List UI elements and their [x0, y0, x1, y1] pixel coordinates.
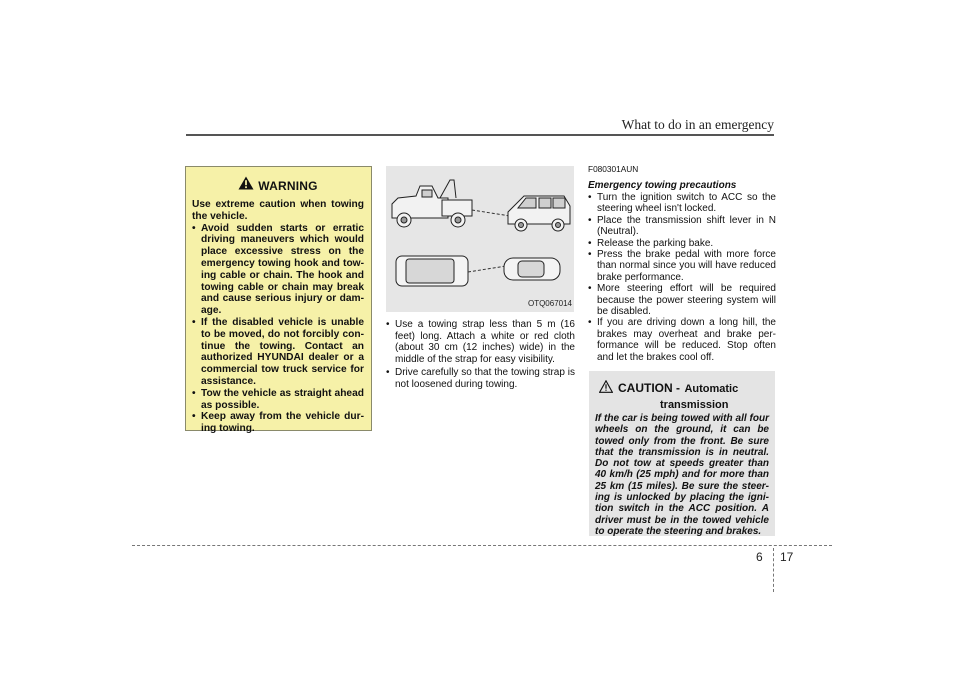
warning-triangle-icon [238, 176, 254, 195]
caution-subtitle-2: transmission [660, 399, 729, 411]
towing-strap-instructions [386, 319, 575, 392]
caution-triangle-icon [599, 380, 613, 398]
warning-item: • Avoid sudden starts or erratic driving maneuvers which would place excessive stress on the emergency towing hook and tow-ing cable or chain. The hook and towing cable or chain may break and cause serious injury or dam-age. [192, 223, 364, 317]
warning-text [192, 199, 364, 435]
minivan-icon [508, 196, 570, 231]
section-code: F080301AUN [588, 164, 639, 174]
warning-item: • Tow the vehicle as straight ahead as possible. [192, 388, 364, 412]
warning-list [192, 223, 364, 435]
caution-text: If the car is being towed with all four wheels on the ground, it can be towed only from the front. Be sure that the transmission is in neutral. Do not tow at speeds greater than 40 km/h (25 mph) and for more than 25 km (15 miles). Be sure the steer-ing is unlocked by placing the igni-tion switch in the ACC position. A driver must be in the towed vehicle to operate the steering and brakes. [595, 413, 769, 537]
instruction-item: • Drive carefully so that the towing strap is not loosened during towing. [386, 367, 575, 390]
instruction-item: • Use a towing strap less than 5 m (16 feet) long. Attach a white or red cloth (about 30 cm (12 inches) wide) in the middle of the strap for easy visibility. [386, 319, 575, 365]
warning-heading [192, 176, 364, 195]
caution-subtitle: Automatic [684, 383, 739, 395]
precautions-section [588, 164, 776, 363]
warning-item: • Keep away from the vehicle dur-ing towing. [192, 411, 364, 435]
section-title: Emergency towing precautions [588, 180, 737, 191]
minivan-top-icon [396, 256, 468, 286]
caution-box [589, 371, 775, 536]
caution-heading [595, 379, 769, 398]
footer-rule [132, 545, 832, 546]
header-rule [186, 134, 774, 136]
precaution-item: • Release the parking bake. [588, 238, 776, 249]
precautions-list [588, 192, 776, 363]
precaution-item: • Turn the ignition switch to ACC so the steering wheel isn't locked. [588, 192, 776, 215]
chapter-number: 6 [756, 550, 763, 564]
page-number: 17 [780, 550, 794, 564]
page-separator [773, 548, 774, 592]
caution-label: CAUTION - [618, 381, 680, 395]
towing-illustration [386, 166, 574, 312]
precaution-item: • If you are driving down a long hill, the brakes may overheat and brake per-formance will be reduced. Stop often and let the brakes cool off. [588, 317, 776, 363]
precaution-item: • More steering effort will be required because the power steering system will be disabled. [588, 283, 776, 317]
precaution-item: • Place the transmission shift lever in N (Neutral). [588, 215, 776, 238]
figure-code: OTQ067014 [527, 299, 572, 308]
precaution-item: • Press the brake pedal with more force than normal since you will have reduced brake performance. [588, 249, 776, 283]
tow-truck-icon [392, 180, 472, 227]
sedan-top-icon [504, 258, 560, 280]
section-header-title: What to do in an emergency [621, 117, 774, 132]
warning-item: • If the disabled vehicle is unable to be moved, do not forcibly con-tinue the towing. Contact an authorized HYUNDAI dealer or a commercial tow truck service for assistance. [192, 317, 364, 388]
warning-label: WARNING [258, 178, 318, 193]
warning-intro: Use extreme caution when towing the vehicle. [192, 199, 364, 222]
warning-box [185, 166, 372, 435]
